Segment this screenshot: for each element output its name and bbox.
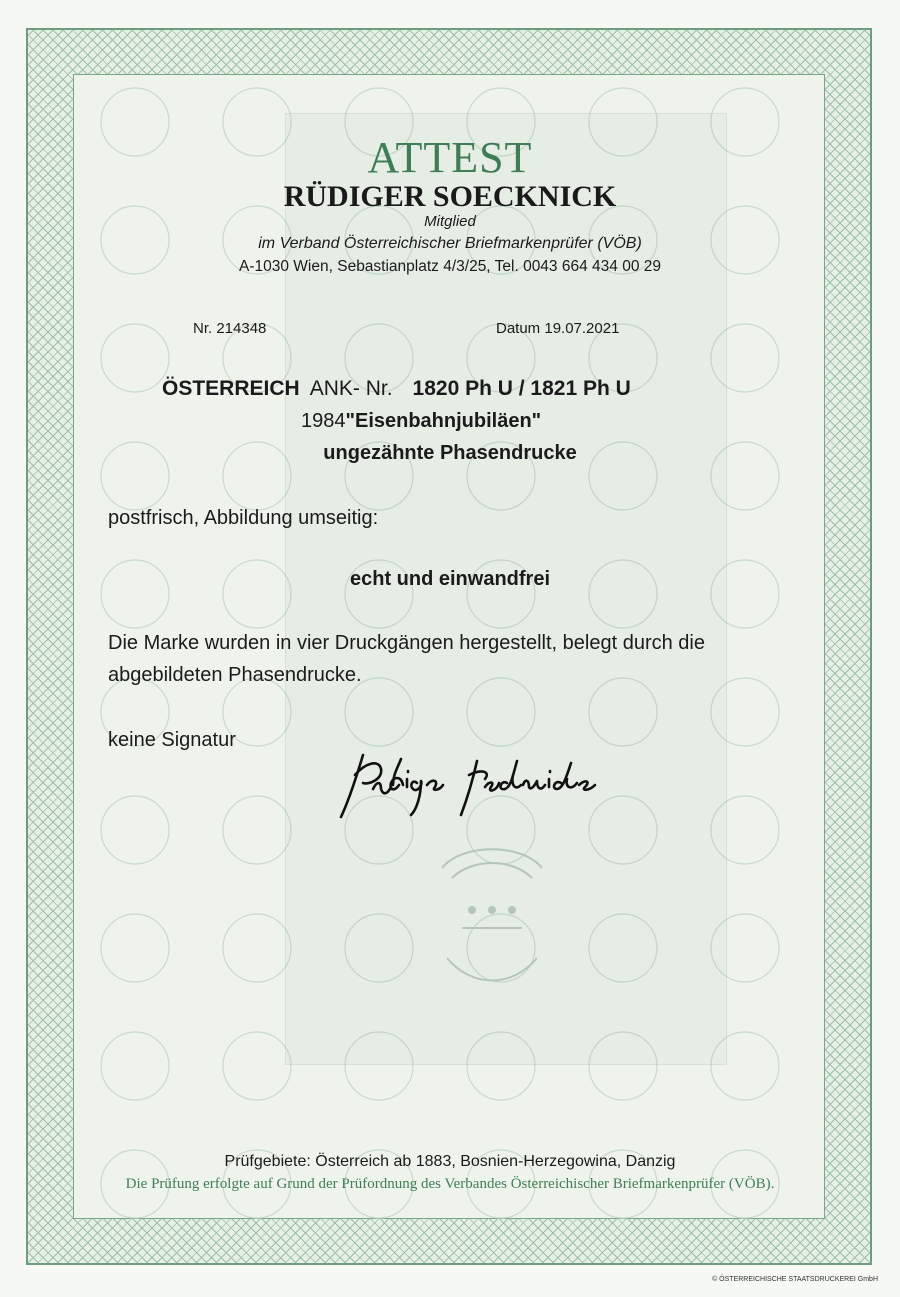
embossed-seal (432, 838, 552, 998)
certificate-number: Nr. 214348 (193, 320, 267, 337)
issue-year: 1984 (301, 410, 346, 432)
note-line-1: Die Marke wurden in vier Druckgängen hergestellt, belegt durch die (108, 632, 705, 654)
catalog-line (162, 377, 631, 401)
handwritten-signature (335, 745, 600, 825)
association-label: im Verband Österreichischer Briefmarkenprüfer (VÖB) (258, 235, 642, 252)
note-line-2: abgebildeten Phasendrucke. (108, 664, 362, 686)
printer-credit: © ÖSTERREICHISCHE STAATSDRUCKEREI GmbH (712, 1276, 878, 1283)
examiner-name: RÜDIGER SOECKNICK (283, 180, 617, 213)
verdict-text: echt und einwandfrei (349, 568, 551, 590)
regulation-note: Die Prüfung erfolgte auf Grund der Prüfordnung des Verbandes Österreichischer Briefmarkenprüfer (VÖB). (125, 1176, 775, 1192)
certificate-date: Datum 19.07.2021 (496, 320, 620, 337)
issue-title: "Eisenbahnjubiläen" (345, 410, 542, 432)
issue-line (301, 410, 541, 433)
examiner-address: A-1030 Wien, Sebastianplatz 4/3/25, Tel. 0043 664 434 00 29 (239, 258, 661, 275)
ank-label: ANK- Nr. (309, 377, 393, 400)
examination-areas: Prüfgebiete: Österreich ab 1883, Bosnien-Herzegowina, Danzig (224, 1153, 676, 1170)
signature-note: keine Signatur (108, 729, 236, 751)
issue-description: ungezähnte Phasendrucke (323, 442, 577, 464)
member-label: Mitglied (424, 213, 476, 230)
document-title: ATTEST (367, 133, 533, 182)
country-name: ÖSTERREICH (162, 377, 300, 400)
condition-text: postfrisch, Abbildung umseitig: (108, 507, 379, 529)
catalog-numbers: 1820 Ph U / 1821 Ph U (412, 377, 631, 400)
